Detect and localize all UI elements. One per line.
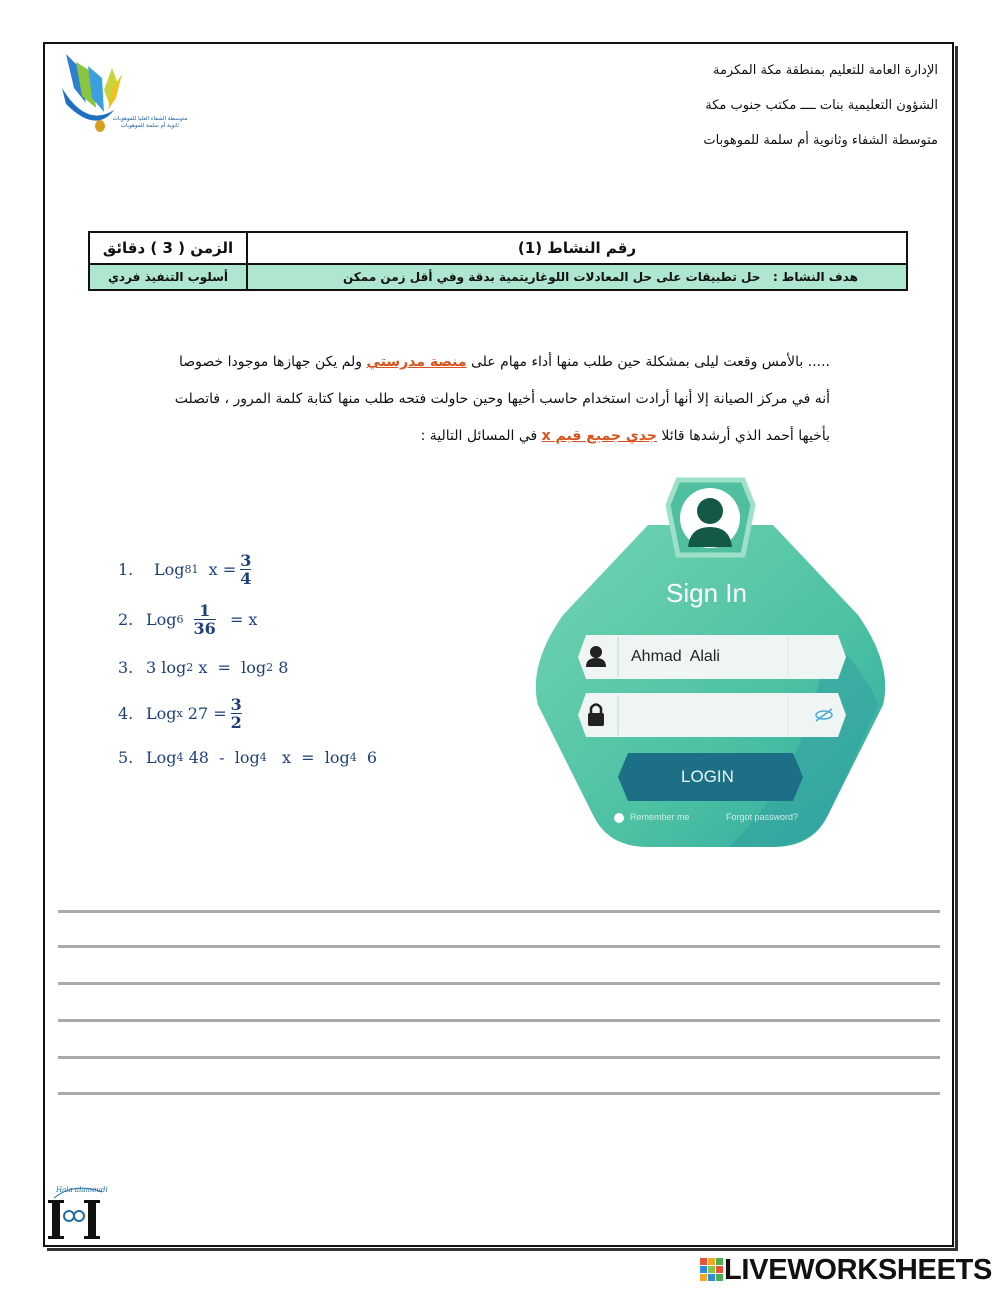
signature-text: Hala alamoudi: [56, 1186, 108, 1194]
activity-goal: [247, 264, 907, 290]
story-paragraph: [100, 344, 830, 455]
liveworksheets-text: LIVEWORKSHEETS: [724, 1253, 993, 1286]
signature-logo: [44, 1180, 114, 1242]
problem-1: 1. Log 81 x = $\frac{3}{4}$: [118, 551, 252, 588]
username-field[interactable]: Ahmad Alali: [631, 648, 720, 665]
activity-method: أسلوب التنفيذ فردي: [89, 264, 247, 290]
answer-line[interactable]: [58, 982, 940, 985]
activity-goal-label: هدف النشاط :: [772, 270, 858, 284]
liveworksheets-brand[interactable]: [700, 1253, 993, 1286]
fraction: $\frac{1}{36}$: [193, 601, 216, 638]
answer-line[interactable]: [58, 945, 940, 948]
fraction: $\frac{3}{4}$: [240, 551, 252, 588]
check-icon: [614, 813, 624, 823]
user-icon: [590, 646, 602, 658]
story-line-1: ..... بالأمس وقعت ليلى بمشكلة حين طلب منها أداء مهام على منصة مدرستي ولم يكن جهازها موجودا خصوصا: [178, 354, 830, 370]
activity-number: رقم النشاط (1): [247, 232, 907, 264]
story-highlight-instruction: جدي جميع قيم x: [541, 428, 657, 444]
remember-me-label[interactable]: Remember me: [630, 812, 690, 822]
answer-line[interactable]: [58, 910, 940, 913]
signin-illustration: [528, 475, 893, 855]
activity-time: الزمن ( 3 ) دقائق: [89, 232, 247, 264]
lock-icon: [588, 713, 604, 726]
problem-5: 5. Log 4 48 - log 4 x = log 4 6: [118, 748, 378, 767]
story-line-3: بأخيها أحمد الذي أرشدها قائلا جدي جميع قيم x في المسائل التالية :: [420, 428, 830, 444]
story-highlight-platform: منصة مدرستي: [366, 354, 467, 370]
problem-2: 2. Log 6 $\frac{1}{36}$ = x: [118, 601, 258, 638]
header-line-school: متوسطة الشفاء وثانوية أم سلمة للموهوبات: [703, 133, 938, 148]
activity-goal-text: حل تطبيقات على حل المعادلات اللوغاريتمية بدقة وفي أقل زمن ممكن: [343, 270, 761, 284]
login-button[interactable]: LOGIN: [681, 767, 734, 786]
header-line-directorate: الإدارة العامة للتعليم بمنطقة مكة المكرمة: [712, 63, 938, 78]
password-field[interactable]: [631, 705, 781, 725]
story-line-2: أنه في مركز الصيانة إلا أنها أرادت استخدام حاسب أخيها وحين حاولت فتحه طلب منها كتابة كلمة المرور ، فاتصلت: [174, 391, 830, 407]
answer-line[interactable]: [58, 1056, 940, 1059]
logo-caption: متوسطة الشفاء العليا للموهوبات ثانوية أم سلمة للموهوبات: [112, 116, 188, 129]
problem-4: 4. Log x 27 = $\frac{3}{2}$: [118, 695, 242, 732]
signin-title: Sign In: [666, 578, 747, 608]
fraction: $\frac{3}{2}$: [230, 695, 242, 732]
problem-3: 3. 3 log 2 x = log 2 8: [118, 658, 289, 677]
forgot-password-link[interactable]: Forgot password?: [726, 812, 799, 822]
header-line-office: الشؤون التعليمية بنات ــــ مكتب جنوب مكة: [705, 98, 938, 113]
header-block: [538, 62, 938, 167]
liveworksheets-icon: [700, 1258, 724, 1282]
answer-line[interactable]: [58, 1092, 940, 1095]
activity-table: [88, 231, 908, 291]
answer-line[interactable]: [58, 1019, 940, 1022]
